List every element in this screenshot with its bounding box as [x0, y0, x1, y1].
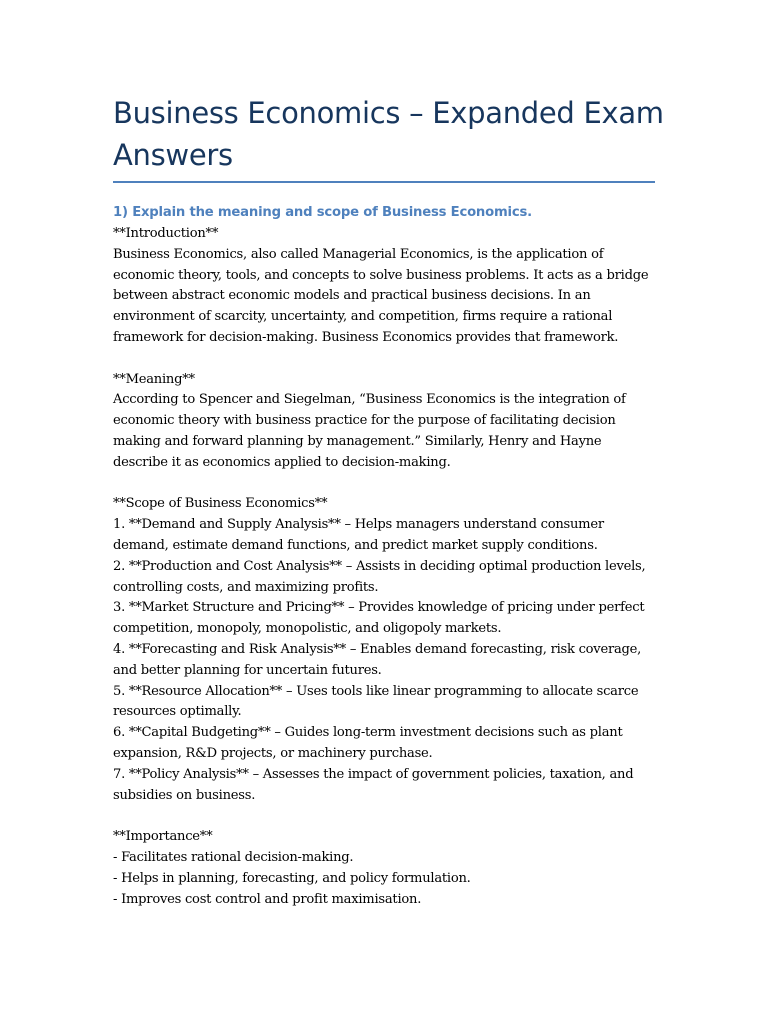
paragraph-spacer	[113, 474, 655, 495]
list-item-line: 2. **Production and Cost Analysis** – Assists in deciding optimal production levels,	[113, 558, 646, 574]
question-heading: 1) Explain the meaning and scope of Business Economics.	[113, 205, 532, 220]
list-item-line: expansion, R&D projects, or machinery purchase.	[113, 745, 433, 761]
title-line: Answers	[113, 138, 233, 172]
list-item-line: - Helps in planning, forecasting, and policy formulation.	[113, 870, 471, 886]
list-item-line: 3. **Market Structure and Pricing** – Provides knowledge of pricing under perfect	[113, 600, 645, 616]
list-item-line: demand, estimate demand functions, and predict market supply conditions.	[113, 537, 598, 553]
paragraph-line: economic theory, tools, and concepts to solve business problems. It acts as a bridge	[113, 267, 649, 283]
paragraph-line: between abstract economic models and practical business decisions. In an	[113, 288, 591, 304]
paragraph-line: environment of scarcity, uncertainty, and competition, firms require a rational	[113, 309, 613, 325]
list-item-line: 4. **Forecasting and Risk Analysis** – Enables demand forecasting, risk coverage,	[113, 641, 642, 657]
list-item-line: competition, monopoly, monopolistic, and oligopoly markets.	[113, 621, 502, 637]
list-item-line: resources optimally.	[113, 704, 242, 720]
list-item-line: subsidies on business.	[113, 787, 256, 803]
section-label: **Introduction**	[113, 226, 219, 241]
document-page	[113, 92, 664, 910]
paragraph-line: framework for decision-making. Business Economics provides that framework.	[113, 329, 619, 345]
title-line: Business Economics – Expanded Exam	[113, 96, 664, 130]
list-item-line: 1. **Demand and Supply Analysis** – Helps managers understand consumer	[113, 517, 604, 533]
paragraph-line: Business Economics, also called Managerial Economics, is the application of	[113, 246, 604, 262]
paragraph-line: making and forward planning by management.” Similarly, Henry and Hayne	[113, 433, 602, 449]
paragraph-line: economic theory with business practice for the purpose of facilitating decision	[113, 413, 616, 429]
importance-section	[113, 827, 655, 910]
list-item-line: 5. **Resource Allocation** – Uses tools like linear programming to allocate scarce	[113, 683, 639, 699]
answer-body	[113, 224, 655, 910]
scope-section	[113, 494, 655, 806]
document-title	[113, 92, 664, 176]
section-label: **Meaning**	[113, 371, 195, 387]
title-divider	[113, 181, 655, 183]
list-item-line: 7. **Policy Analysis** – Assesses the impact of government policies, taxation, and	[113, 766, 634, 782]
paragraph-spacer	[113, 806, 655, 827]
introduction-section	[113, 224, 655, 349]
section-label: **Importance**	[113, 829, 213, 845]
list-item-line: - Facilitates rational decision-making.	[113, 849, 354, 865]
paragraph-line: According to Spencer and Siegelman, “Business Economics is the integration of	[113, 392, 626, 408]
list-item-line: 6. **Capital Budgeting** – Guides long-term investment decisions such as plant	[113, 725, 623, 741]
paragraph-line: describe it as economics applied to decision-making.	[113, 454, 451, 470]
paragraph-spacer	[113, 349, 655, 370]
section-label: **Scope of Business Economics**	[113, 496, 328, 512]
list-item-line: - Improves cost control and profit maximisation.	[113, 891, 422, 907]
list-item-line: and better planning for uncertain futures.	[113, 662, 382, 678]
list-item-line: controlling costs, and maximizing profits.	[113, 579, 379, 595]
meaning-section	[113, 370, 655, 474]
